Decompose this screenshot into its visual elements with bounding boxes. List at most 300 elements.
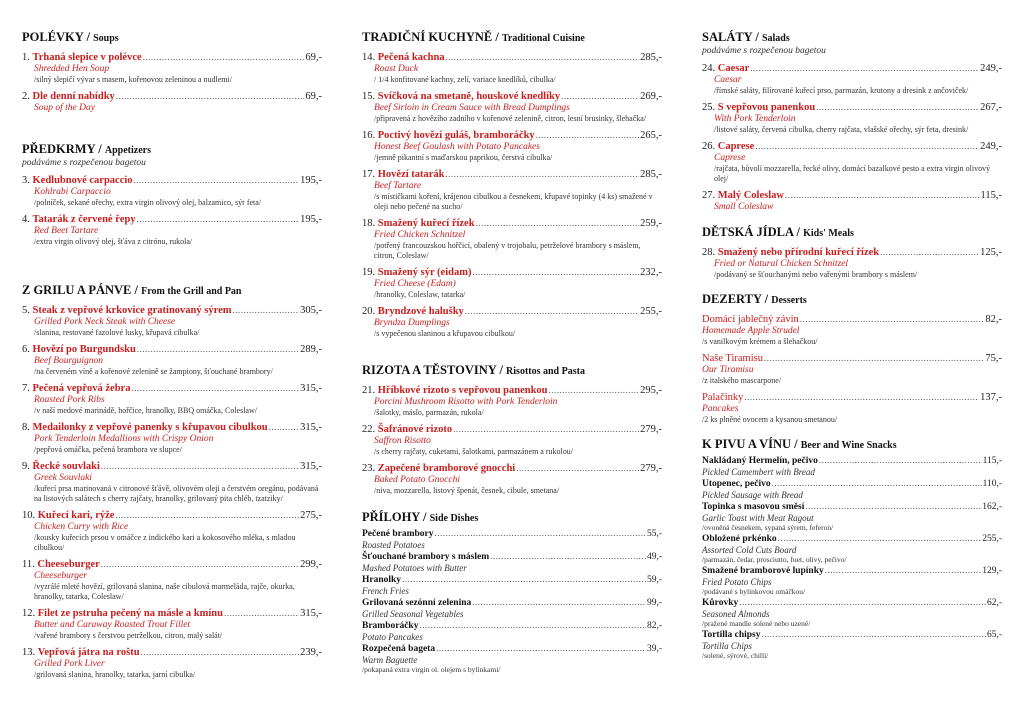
menu-item [702,501,1002,532]
menu-item [22,607,322,641]
item-description: /s vypečenou slaninou a křupavou cibulkou/ [374,329,516,338]
item-price: 125,- [980,247,1002,258]
dot-leader [472,597,646,609]
item-name: Šafránové rizoto [377,424,453,435]
item-english-name: Pancakes [702,404,739,414]
dot-leader [446,168,640,181]
menu-item-line [22,343,322,356]
dot-leader [772,478,982,490]
dot-leader [764,352,984,365]
dot-leader [131,382,299,395]
section-title [22,142,322,158]
item-price: 305,- [300,305,322,316]
menu-item [362,551,662,573]
dot-leader [101,460,299,473]
menu-item [702,629,1002,660]
dot-leader [269,421,299,434]
menu-item [362,528,662,550]
item-description: /silný slepičí vývar s masem, kořenovou zeleninou a nudlemi/ [34,75,232,84]
menu-item-line [702,597,1002,609]
item-name: Zapečené bramborové gnocchi [377,463,516,474]
menu-item-line [362,168,662,181]
dot-leader [750,62,979,75]
item-english-name: Cheeseburger [34,571,87,581]
item-english-name: Fried Cheese (Edam) [374,279,456,289]
item-description: /polníček, sekané ořechy, extra virgin olivový olej, balzamico, sýr feta/ [34,198,262,207]
section-risottos [362,363,662,496]
item-description: /vyzrálé mleté hovězí, grilovaná slanina, naše cibulová marmeláda, rajče, okurka, hranolky, tatarka, Coleslaw/ [34,582,295,601]
item-name: Caprese [717,141,755,152]
item-number: 2. [22,91,30,102]
item-english-name: Roasted Pork Ribs [34,395,105,405]
section-title-cz: SALÁTY / [702,30,759,44]
menu-item [702,533,1002,564]
menu-item-line [22,174,322,187]
item-number: 14. [362,52,376,63]
item-description: /niva, mozzarella, listový špenát, česnek, cibule, smetana/ [374,486,560,495]
item-price: 69,- [305,52,322,63]
item-description: /podávané s bylinkovou omáčkou/ [702,587,806,596]
item-english-name: Small Coleslaw [714,202,774,212]
item-english-name: Butter and Caraway Roasted Trout Fillet [34,620,191,630]
item-name: Naše Tiramisu [702,353,763,364]
item-description: /kousky kuřecích prsou v omáčce z indického kari a kokosového mléka, s mladou cibulkou/ [34,533,296,552]
item-description: /s místičkami koření, krájenou cibulkou a česnekem, křupavé topinky (4 ks) smažené v oleji nebo pečené na sucho/ [374,192,653,211]
menu-item [22,509,322,553]
section-title-cz: DĚTSKÁ JÍDLA / [702,225,800,239]
section-kids [702,225,1002,280]
item-description: /z italského mascarpone/ [702,376,782,385]
section-title-en: From the Grill and Pan [141,286,242,297]
item-english-name: Beef Sirloin in Cream Sauce with Bread Dumplings [374,103,570,113]
item-number: 5. [22,305,30,316]
item-english-name: Our Tiramisu [702,365,754,375]
menu-item-line [702,313,1002,326]
item-description: /pokapaná extra virgin ol. olejem s bylinkami/ [362,665,501,674]
item-price: 110,- [982,479,1002,489]
menu-item [702,246,1002,280]
item-english-name: Grilled Seasonal Vegetables [362,609,464,619]
item-english-name: Seasoned Almonds [702,609,770,619]
item-description: /kuřecí prsa marinovaná v citronové šťávě, olivovém oleji a čerstvém oregánu, podávaná na listových salátech s cherry rajčaty, hranolky, grilovaný pita chléb, tzatziky/ [34,484,319,503]
dot-leader [816,101,979,114]
section-title-en: Salads [761,33,790,44]
item-price: 259,- [640,218,662,229]
item-name: Nakládaný Hermelín, pečivo [702,456,818,466]
item-description: /extra virgin olivový olej, šťáva z citrónu, rukola/ [34,237,193,246]
item-price: 115,- [982,456,1002,466]
dot-leader [825,565,981,577]
item-name: Bryndzové halušky [377,306,464,317]
item-english-name: With Pork Tenderloin [714,114,796,124]
item-name: Tortilla chipsy [702,630,761,640]
dot-leader [465,305,639,318]
item-number: 20. [362,306,376,317]
menu-item-line [22,382,322,395]
item-name: Domácí jablečný závin [702,314,799,325]
item-number: 9. [22,461,30,472]
item-price: 265,- [640,130,662,141]
item-price: 285,- [640,169,662,180]
menu-item [362,217,662,261]
item-number: 3. [22,175,30,186]
item-number: 4. [22,214,30,225]
menu-item-line [702,352,1002,365]
item-name: Smažený sýr (eidam) [377,267,472,278]
item-english-name: French Fries [362,586,409,596]
section-title-en: Soups [93,33,119,44]
item-english-name: Fried or Natural Chicken Schnitzel [714,259,849,269]
menu-item-line [702,246,1002,259]
menu-item-line [22,90,322,103]
menu-item [22,304,322,338]
item-english-name: Soup of the Day [34,103,95,113]
item-name: Grilovaná sezónní zelenina [362,598,472,608]
item-name: Tatarák z červené řepy [32,214,136,225]
menu-item [362,51,662,85]
item-price: 55,- [646,529,662,539]
item-number: 15. [362,91,376,102]
item-number: 12. [22,608,36,619]
dot-leader [739,597,986,609]
item-name: Pečená kachna [377,52,445,63]
menu-item-line [22,646,322,659]
item-price: 269,- [640,91,662,102]
item-price: 59,- [646,575,662,585]
item-english-name: Grilled Pork Neck Steak with Cheese [34,317,176,327]
section-title-en: Appetizers [104,145,151,156]
section-title-en: Kids' Meals [803,228,854,239]
dot-leader [561,90,639,103]
item-description: / 1/4 konfitované kachny, zelí, variace knedlíků, cibulka/ [374,75,556,84]
dot-leader [453,423,639,436]
item-english-name: Shredded Hen Soup [34,64,110,74]
item-price: 82,- [985,314,1002,325]
dot-leader [805,501,981,513]
item-number: 18. [362,218,376,229]
item-name: Svíčková na smetaně, houskové knedlíky [377,91,561,102]
section-desserts [702,292,1002,425]
item-description: /šalotky, máslo, parmazán, rukola/ [374,408,484,417]
menu-item [702,455,1002,477]
menu-item-line [362,266,662,279]
dot-leader [755,140,979,153]
section-title [702,225,1002,241]
dot-leader [446,51,640,64]
section-title-cz: PŘEDKRMY / [22,142,102,156]
menu-item-line [702,62,1002,75]
menu-item [702,313,1002,347]
menu-item-line [22,607,322,620]
dot-leader [819,455,982,467]
item-name: Řecké souvlaki [32,461,100,472]
dot-leader [472,266,639,279]
menu-item-line [22,558,322,571]
item-description: /2 ks plněné ovocem a kysanou smetanou/ [702,415,838,424]
menu-item-line [22,421,322,434]
item-price: 315,- [300,422,322,433]
item-price: 289,- [300,344,322,355]
item-number: 22. [362,424,376,435]
section-salads [702,30,1002,213]
item-english-name: Mashed Potatoes with Butter [362,563,467,573]
menu-item [362,266,662,300]
menu-item-line [362,384,662,397]
menu-item-line [22,509,322,522]
dot-leader [536,129,639,142]
section-traditional [362,30,662,339]
item-description: /v naší medové marinádě, hořčice, hranolky, BBQ omáčka, Coleslaw/ [34,406,257,415]
item-english-name: Baked Potato Gnocchi [374,475,461,485]
item-price: 39,- [646,644,662,654]
item-english-name: Homemade Apple Strudel [702,326,800,336]
menu-item-line [702,629,1002,641]
section-title-cz: K PIVU A VÍNU / [702,437,798,451]
item-english-name: Kohlrabi Carpaccio [34,187,111,197]
menu-item [22,382,322,416]
menu-item-line [362,129,662,142]
item-name: Hranolky [362,575,402,585]
item-price: 232,- [640,267,662,278]
menu-item [362,574,662,596]
item-english-name: Caesar [714,75,742,85]
menu-item-line [702,140,1002,153]
item-number: 17. [362,169,376,180]
item-name: Hříbkové rizoto s vepřovou panenkou [377,385,548,396]
item-price: 129,- [982,566,1002,576]
section-subtitle: podáváme s rozpečenou bagetou [22,158,146,168]
item-english-name: Tortilla Chips [702,641,752,651]
item-name: Smažený kuřecí řízek [377,218,475,229]
item-name: Pečené brambory [362,529,434,539]
item-name: Pečená vepřová žebra [32,383,131,394]
item-name: Hovězí tatarák [377,169,445,180]
item-english-name: Roast Duck [374,64,419,74]
dot-leader [880,246,979,259]
item-name: Kůrovky [702,598,739,608]
item-description: /pražené mandle solené nebo uzené/ [702,619,811,628]
item-name: Caesar [717,63,750,74]
menu-item-line [702,565,1002,577]
menu-item [362,620,662,642]
item-english-name: Pickled Camembert with Bread [702,467,815,477]
section-title-cz: RIZOTA A TĚSTOVINY / [362,363,503,377]
item-english-name: Beef Tartare [374,181,422,191]
item-description: /grilovaná slanina, hranolky, tatarka, jarní cibulka/ [34,670,196,679]
menu-item-line [702,189,1002,202]
menu-item [702,352,1002,386]
item-description: /hranolky, Coleslaw, tatarka/ [374,290,466,299]
item-name: Utopenec, pečivo [702,479,771,489]
dot-leader [137,343,299,356]
item-price: 82,- [646,621,662,631]
item-price: 115,- [980,190,1002,201]
menu-item [362,168,662,212]
item-price: 315,- [300,608,322,619]
item-number: 10. [22,510,36,521]
item-english-name: Fried Potato Chips [702,577,772,587]
item-english-name: Honest Beef Goulash with Potato Pancakes [374,142,540,152]
menu-column-2 [362,30,662,684]
item-name: Obložené prkénko [702,534,777,544]
dot-leader [778,533,982,545]
item-price: 162,- [982,502,1002,512]
dot-leader [549,384,640,397]
item-name: Trhaná slepice v polévce [32,52,142,63]
dot-leader [143,51,305,64]
dot-leader [141,646,300,659]
item-english-name: Red Beet Tartare [34,226,99,236]
section-title [22,283,322,299]
menu-item [362,305,662,339]
menu-item [22,421,322,455]
item-price: 315,- [300,461,322,472]
item-price: 49,- [646,552,662,562]
dot-leader [762,629,986,641]
menu-item-line [362,217,662,230]
item-english-name: Grilled Pork Liver [34,659,105,669]
menu-item-line [702,101,1002,114]
item-price: 249,- [980,141,1002,152]
item-name: Bramboráčky [362,621,419,631]
item-number: 1. [22,52,30,63]
item-english-name: Roasted Potatoes [362,540,425,550]
menu-item-line [362,551,662,563]
section-title-en: Beer and Wine Snacks [800,440,897,451]
dot-leader [233,304,300,317]
menu-column-1 [22,30,322,690]
menu-column-3 [702,30,1002,670]
item-price: 69,- [305,91,322,102]
menu-item [22,174,322,208]
item-price: 62,- [986,598,1002,608]
item-name: Steak z vepřové krkovice gratinovaný sýrem [32,305,232,316]
item-number: 24. [702,63,716,74]
item-number: 13. [22,647,36,658]
menu-item [702,140,1002,184]
item-description: /listové saláty, červená cibulka, cherry rajčata, vlašské ořechy, sýr feta, dresink/ [714,125,969,134]
item-english-name: Greek Souvlaki [34,473,92,483]
menu-item [22,213,322,247]
menu-item [22,460,322,504]
dot-leader [785,189,980,202]
item-english-name: Potato Pancakes [362,632,423,642]
item-price: 279,- [640,463,662,474]
item-price: 65,- [986,630,1002,640]
item-price: 195,- [300,214,322,225]
menu-item [22,558,322,602]
menu-item-line [362,528,662,540]
section-title [702,292,1002,308]
menu-item-line [362,462,662,475]
menu-item-line [362,90,662,103]
menu-item-line [362,574,662,586]
menu-item-line [22,460,322,473]
menu-item-line [702,391,1002,404]
item-name: Rozpečená bageta [362,644,436,654]
dot-leader [490,551,646,563]
menu-item [702,101,1002,135]
section-title-cz: DEZERTY / [702,292,769,306]
item-english-name: Caprese [714,153,746,163]
dot-leader [419,620,645,632]
item-name: Smažený nebo přírodní kuřecí řízek [717,247,880,258]
item-price: 249,- [980,63,1002,74]
item-name: Hovězí po Burgundsku [32,344,136,355]
item-english-name: Garlic Toast with Meat Ragout [702,513,814,523]
section-title [362,510,662,526]
menu-item-line [702,501,1002,513]
item-price: 137,- [980,392,1002,403]
item-price: 195,- [300,175,322,186]
item-description: /solené, sýrové, chilli/ [702,651,769,660]
dot-leader [516,462,639,475]
item-name: Cheeseburger [37,559,100,570]
menu-item-line [362,305,662,318]
item-name: Palačinky [702,392,744,403]
menu-item [702,189,1002,213]
item-number: 25. [702,102,716,113]
section-title-en: Risottos and Pasta [506,366,585,377]
menu-item [702,478,1002,500]
menu-item [362,423,662,457]
item-price: 239,- [300,647,322,658]
item-price: 275,- [300,510,322,521]
item-english-name: Warm Baguette [362,655,418,665]
item-price: 99,- [646,598,662,608]
item-name: Kuřecí kari, rýže [37,510,115,521]
menu-item [22,51,322,85]
item-english-name: Pork Tenderloin Medallions with Crispy Onion [34,434,214,444]
section-title [362,30,662,46]
item-description: /vařené brambory s čerstvou petrželkou, citron, malý salát/ [34,631,223,640]
section-title-cz: Z GRILU A PÁNVE / [22,283,138,297]
menu-item-line [702,533,1002,545]
item-description: /parmazán, čedar, prosciutto, fuet, olivy, pečivo/ [702,555,847,564]
item-english-name: Fried Chicken Schnitzel [374,230,466,240]
item-price: 315,- [300,383,322,394]
menu-item-line [22,213,322,226]
item-name: Filet ze pstruha pečený na másle a kmínu [37,608,223,619]
item-description: /na červeném víně a kořenové zelenině se žampiony, šťouchané brambory/ [34,367,273,376]
item-description: /připravená z hovězího zadního v kořenové zelenině, citron, lesní brusinky, šlehačka/ [374,114,647,123]
section-title-cz: TRADIČNÍ KUCHYNĚ / [362,30,499,44]
section-title-en: Traditional Cuisine [501,33,585,44]
section-title [22,30,322,46]
menu-item [22,646,322,680]
dot-leader [744,391,979,404]
item-description: /potřený francouzskou hořčicí, obalený v trojobalu, petrželové brambory s máslem, citron, Coleslaw/ [374,241,641,260]
item-description: /slanina, restované fazolové lusky, křupavá cibulka/ [34,328,200,337]
dot-leader [134,174,300,187]
item-number: 6. [22,344,30,355]
menu-item [22,343,322,377]
dot-leader [137,213,300,226]
item-name: Kedlubnové carpaccio [32,175,133,186]
item-number: 8. [22,422,30,433]
menu-item [702,565,1002,596]
item-name: S vepřovou panenkou [717,102,816,113]
menu-item [702,597,1002,628]
item-name: Topinka s masovou směsí [702,502,805,512]
item-number: 26. [702,141,716,152]
item-number: 16. [362,130,376,141]
menu-item-line [362,51,662,64]
menu-item [702,62,1002,96]
item-description: /s cherry rajčaty, cuketami, šalotkami, parmazánem a rukolou/ [374,447,573,456]
menu-item [22,90,322,114]
item-description: /pepřová omáčka, pečená brambora ve slupce/ [34,445,182,454]
